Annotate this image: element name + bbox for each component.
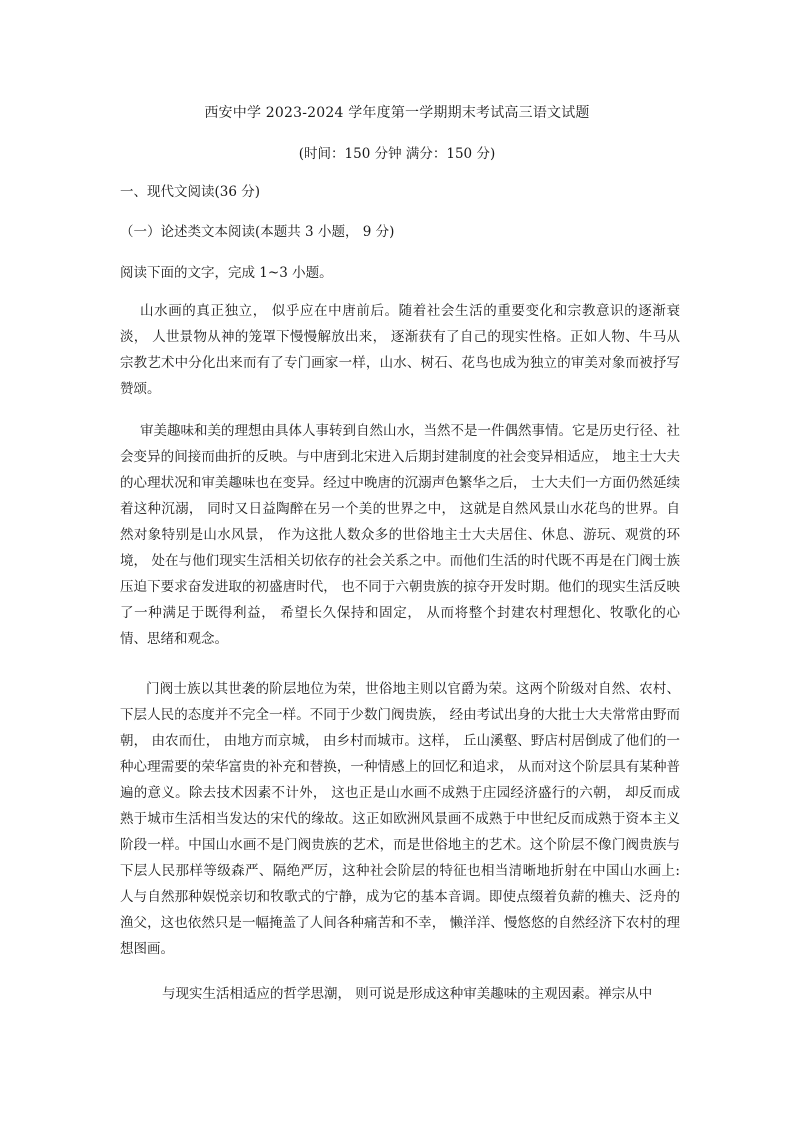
paragraph-3: 门阀士族以其世袭的阶层地位为荣，世俗地主则以官爵为荣。这两个阶级对自然、农村、下层人民的态度并不完全一样。不同于少数门阀贵族， 经由考试出身的大批士大夫常常由野而朝， 由农而仕， 由地方而京城， 由乡村而城市。这样， 丘山溪壑、野店村居倒成了他们的一种心理需要的荣华富贵的补充和替换，一种情感上的回忆和追求， 从而对这个阶层具有某种普遍的意义。除去技术因素不计外， 这也正是山水画不成熟于庄园经济盛行的六朝， 却反而成熟于城市生活相当发达的宋代的缘故。这正如欧洲风景画不成熟于中世纪反而成熟于资本主义阶段一样。中国山水画不是门阀贵族的艺术，而是世俗地主的艺术。这个阶层不像门阀贵族与下层人民那样等级森严、隔绝严厉，这种社会阶层的特征也相当清晰地折射在中国山水画上: 人与自然那种娱悦亲切和牧歌式的宁静，成为它的基本音调。即使点缀着负薪的樵夫、泛舟的渔父，这也依然只是一幅掩盖了人间各种痛苦和不幸， 懒洋洋、慢悠悠的自然经济下农村的理想图画。 bbox=[120, 681, 680, 957]
paragraph-1: 山水画的真正独立， 似乎应在中唐前后。随着社会生活的重要变化和宗教意识的逐渐衰淡， 人世景物从神的笼罩下慢慢解放出来， 逐渐获有了自己的现实性格。正如人物、牛马从宗教艺术中分化出来而有了专门画家一样，山水、树石、花鸟也成为独立的审美对象而被抒写赞颂。 bbox=[120, 303, 680, 397]
paragraph-4: 与现实生活相适应的哲学思潮， 则可说是形成这种审美趣味的主观因素。禅宗从中 bbox=[162, 986, 653, 1002]
exam-title: 西安中学 2023-2024 学年度第一学期期末考试高三语文试题 bbox=[204, 105, 590, 121]
section-heading: 一、现代文阅读(36 分) bbox=[120, 184, 261, 200]
reading-instruction: 阅读下面的文字，完成 1~3 小题。 bbox=[120, 265, 333, 281]
subsection-heading: （一）论述类文本阅读(本题共 3 小题， 9 分) bbox=[120, 224, 395, 240]
paragraph-2: 审美趣味和美的理想由具体人事转到自然山水，当然不是一件偶然事情。它是历史行径、社会变异的间接而曲折的反映。与中唐到北宋进入后期封建制度的社会变异相适应， 地主士大夫的心理状况和审美趣味也在变异。经过中晚唐的沉溺声色繁华之后， 士大夫们一方面仍然延续着这种沉溺， 同时又日益陶醉在另一个美的世界之中， 这就是自然风景山水花鸟的世界。自然对象特别是山水风景， 作为这批人数众多的世俗地主士大夫居住、休息、游玩、观赏的环境， 处在与他们现实生活相关切依存的社会关系之中。而他们生活的时代既不再是在门阀士族压迫下要求奋发进取的初盛唐时代， 也不同于六朝贵族的掠夺开发时期。他们的现实生活反映了一种满足于既得利益， 希望长久保持和固定， 从而将整个封建农村理想化、牧歌化的心情、思绪和观念。 bbox=[120, 423, 680, 647]
exam-time-score: (时间：150 分钟 满分：150 分) bbox=[298, 146, 496, 162]
